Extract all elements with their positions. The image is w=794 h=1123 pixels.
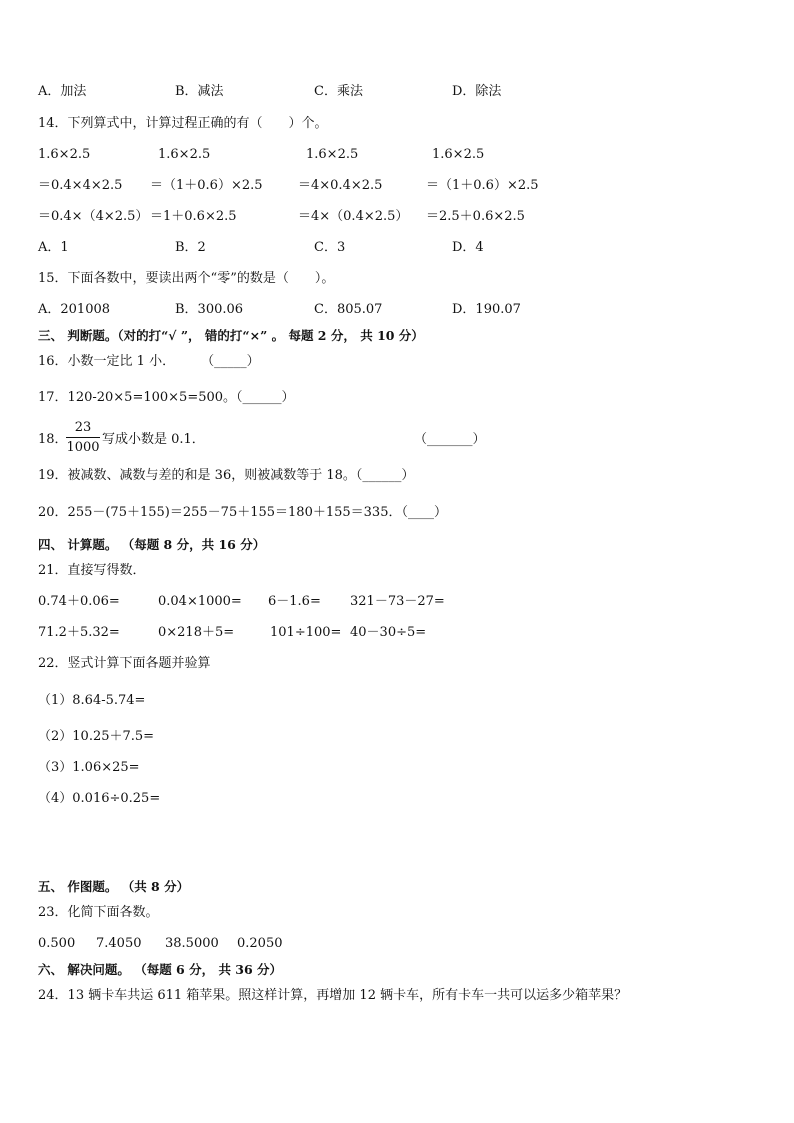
q14-option-a: A．1	[38, 240, 69, 255]
q18-fraction-denominator: 1000	[66, 440, 100, 455]
q22: 22．竖式计算下面各题并验算	[38, 656, 211, 671]
q17: 17．120-20×5=100×5=500。（______）	[38, 390, 295, 405]
q21: 21．直接写得数．	[38, 563, 146, 578]
q15-option-d: D．190.07	[452, 302, 521, 317]
q19: 19．被减数、减数与差的和是 36，则被减数等于 18。（______）	[38, 468, 415, 483]
q15-stem: 15．下面各数中，要读出两个“零”的数是（ ）。	[38, 271, 335, 286]
q21-item: 0×218＋5=	[158, 625, 235, 640]
q23-number: 0.500	[38, 936, 76, 951]
section-4-title: 四、 计算题。 （每题 8 分，共 16 分）	[38, 537, 266, 552]
section-3-title: 三、 判断题。（对的打“√ ”， 错的打“×” 。 每题 2 分， 共 10 分）	[38, 328, 424, 343]
q15-option-b: B．300.06	[175, 302, 244, 317]
q14-expr: ＝2.5＋0.6×2.5	[426, 209, 525, 224]
q14-expr: 1.6×2.5	[306, 147, 359, 162]
q21-item: 101÷100=	[270, 625, 342, 640]
q21-item: 0.74＋0.06=	[38, 594, 120, 609]
q24: 24．13 辆卡车共运 611 箱苹果。照这样计算，再增加 12 辆卡车，所有卡车一共可以运多少箱苹果？	[38, 988, 628, 1003]
q21-item: 71.2＋5.32=	[38, 625, 120, 640]
q18-fraction-numerator: 23	[74, 420, 92, 435]
q14-option-b: B．2	[175, 240, 206, 255]
q13-option-a: A．加法	[38, 84, 87, 99]
section-6-title: 六、 解决问题。 （每题 6 分， 共 36 分）	[38, 962, 283, 977]
q21-item: 40－30÷5=	[350, 625, 427, 640]
q14-expr: ＝0.4×（4×2.5）	[38, 209, 149, 224]
q23-number: 38.5000	[165, 936, 219, 951]
q14-stem: 14．下列算式中，计算过程正确的有（ ）个。	[38, 116, 328, 131]
q23: 23．化简下面各数。	[38, 905, 159, 920]
q18-blank: （_______）	[414, 432, 486, 447]
q23-number: 7.4050	[96, 936, 142, 951]
q20: 20．255－(75＋155)＝255－75＋155＝180＋155＝335．（____）	[38, 505, 447, 520]
q13-option-c: C．乘法	[314, 84, 363, 99]
q21-item: 321－73－27=	[350, 594, 445, 609]
q14-option-d: D．4	[452, 240, 484, 255]
q21-item: 6－1.6=	[268, 594, 321, 609]
q22-item: （3）1.06×25=	[38, 760, 140, 775]
q13-option-d: D．除法	[452, 84, 502, 99]
q22-item: （2）10.25＋7.5=	[38, 729, 155, 744]
q14-expr: ＝4×（0.4×2.5）	[298, 209, 409, 224]
q14-expr: ＝1＋0.6×2.5	[150, 209, 237, 224]
q13-option-b: B．减法	[175, 84, 224, 99]
q22-item: （1）8.64-5.74=	[38, 693, 146, 708]
q14-expr: ＝0.4×4×2.5	[38, 178, 123, 193]
q18-fraction	[66, 420, 100, 455]
q14-expr: 1.6×2.5	[38, 147, 91, 162]
section-5-title: 五、 作图题。 （共 8 分）	[38, 879, 190, 894]
q23-number: 0.2050	[237, 936, 283, 951]
q18-number: 18．	[38, 432, 68, 447]
fraction-bar	[66, 437, 100, 438]
q15-option-c: C．805.07	[314, 302, 383, 317]
q18-text: 写成小数是 0.1．	[102, 432, 205, 447]
q21-item: 0.04×1000=	[158, 594, 242, 609]
q14-expr: 1.6×2.5	[432, 147, 485, 162]
q15-option-a: A．201008	[38, 302, 111, 317]
q16: 16．小数一定比 1 小． （_____）	[38, 354, 260, 369]
q14-expr: 1.6×2.5	[158, 147, 211, 162]
q14-expr: ＝4×0.4×2.5	[298, 178, 383, 193]
q14-expr: ＝（1＋0.6）×2.5	[150, 178, 263, 193]
q14-option-c: C．3	[314, 240, 346, 255]
q14-expr: ＝（1＋0.6）×2.5	[426, 178, 539, 193]
q22-item: （4）0.016÷0.25=	[38, 791, 161, 806]
